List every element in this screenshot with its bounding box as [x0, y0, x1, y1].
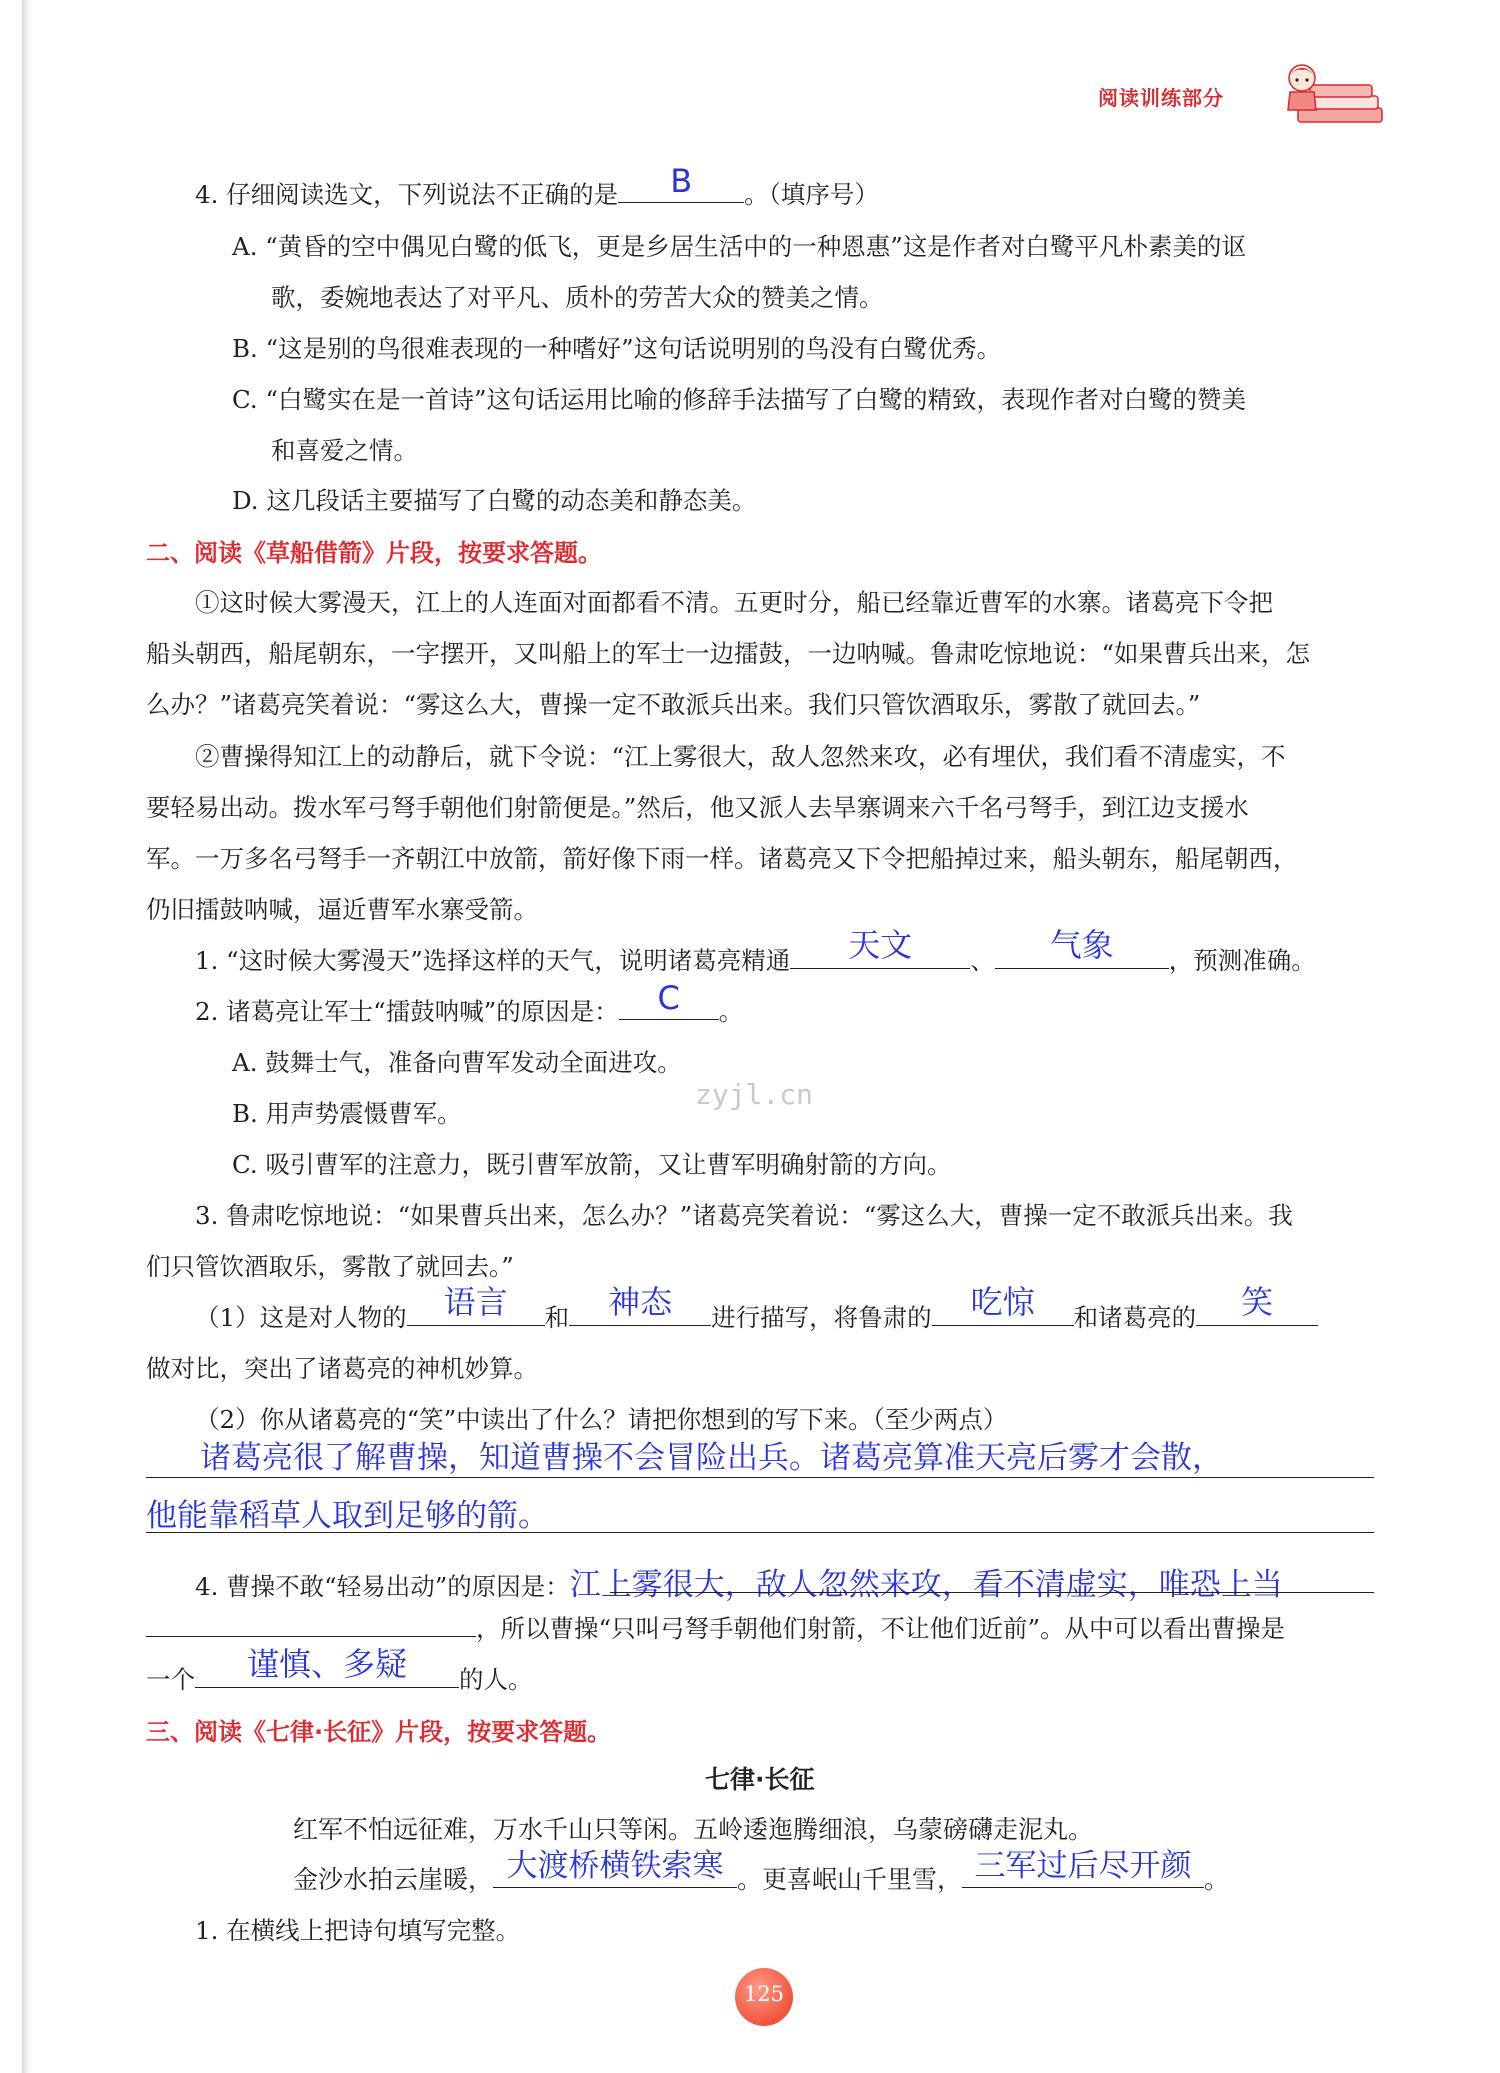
page-number: 125 [743, 1982, 785, 2006]
s2-q3a-blank1[interactable] [407, 1283, 545, 1326]
s2-q3a-and: 和 [544, 1303, 570, 1332]
reading-girl-books-icon [1272, 58, 1384, 130]
s2-q3b-rule2[interactable] [146, 1532, 1374, 1533]
s2-q3b-answer-line2: 他能靠稻草人取到足够的箭。 [146, 1498, 549, 1534]
s2-q3b-rule1[interactable] [146, 1477, 1374, 1478]
s2-q1-prefix: 1. “这时候大雾漫天”选择这样的天气，说明诸葛亮精通 [195, 946, 791, 975]
s2-q1-sep: 、 [970, 946, 995, 975]
s2-q2-line [195, 979, 744, 1028]
s2-q2-prefix: 2. 诸葛亮让军士“擂鼓呐喊”的原因是： [195, 997, 619, 1026]
section2-para2-line2: 要轻易出动。拨水军弓弩手朝他们射箭便是。”然后，他又派人去旱寨调来六千名弓弩手，到江边支援水 [146, 793, 1249, 822]
s2-q3-line1: 3. 鲁肃吃惊地说：“如果曹兵出来，怎么办？”诸葛亮笑着说：“雾这么大，曹操一定不敢派兵出来。我 [195, 1201, 1293, 1230]
s2-q3-line2: 们只管饮酒取乐，雾散了就回去。” [146, 1252, 514, 1281]
s3-q1: 1. 在横线上把诗句填写完整。 [195, 1916, 521, 1945]
s2-q3a-blank3[interactable] [932, 1283, 1074, 1326]
s2-q3a-mid: 进行描写，将鲁肃的 [711, 1303, 932, 1332]
s2-q2-blank[interactable] [619, 979, 719, 1020]
poem-blank1[interactable] [493, 1848, 737, 1888]
q4-option-a-line2: 歌，委婉地表达了对平凡、质朴的劳苦大众的赞美之情。 [271, 283, 884, 312]
s2-q4-end: 的人。 [459, 1665, 533, 1694]
poem-answer1: 大渡桥横铁索寒 [506, 1848, 724, 1884]
poem-line2-b: 。更喜岷山千里雪， [737, 1865, 963, 1894]
poem-line2-c: 。 [1204, 1865, 1230, 1894]
s2-q3a-mid2: 和诸葛亮的 [1073, 1303, 1197, 1332]
q4-option-d: D. 这几段话主要描写了白鹭的动态美和静态美。 [232, 486, 757, 515]
s2-q4-answer2: 谨慎、多疑 [246, 1645, 407, 1683]
poem-answer2: 三军过后尽开颜 [974, 1848, 1192, 1884]
poem-line2 [293, 1848, 1230, 1896]
q4-answer: B [670, 162, 693, 200]
q4-line [195, 162, 879, 211]
s2-q4-answer[interactable]: 江上雾很大，敌人忽然来攻，看不清虚实，唯恐上当 [569, 1567, 1283, 1603]
s2-q3a-blank4[interactable] [1196, 1283, 1318, 1326]
q4-option-c-line1: C. “白鹭实在是一首诗”这句话运用比喻的修辞手法描写了白鹭的精致，表现作者对白鹭的赞美 [232, 385, 1246, 414]
s2-q1-blank2[interactable] [995, 926, 1169, 969]
section2-para2-line1: ②曹操得知江上的动静后，就下令说：“江上雾很大，敌人忽然来攻，必有埋伏，我们看不清虚实，不 [195, 742, 1286, 771]
section2-para2-line3: 军。一万多名弓弩手一齐朝江中放箭，箭好像下雨一样。诸葛亮又下令把船掉过来，船头朝东，船尾朝西， [146, 844, 1298, 873]
header-label: 阅读训练部分 [1098, 86, 1224, 110]
s2-q1-suffix: ，预测准确。 [1168, 946, 1316, 975]
section2-para2-line4: 仍旧擂鼓呐喊，逼近曹军水寨受箭。 [146, 895, 538, 924]
q4-suffix: 。（填序号） [744, 180, 879, 209]
s2-q3a-answer4: 笑 [1241, 1283, 1274, 1321]
section2-para1-line3: 么办？”诸葛亮笑着说：“雾这么大，曹操一定不敢派兵出来。我们只管饮酒取乐，雾散了就回去。” [146, 690, 1201, 719]
book-spine-shadow [22, 0, 31, 2073]
poem-line1: 红军不怕远征难，万水千山只等闲。五岭逶迤腾细浪，乌蒙磅礴走泥丸。 [293, 1815, 1094, 1844]
s2-q2-option-a: A. 鼓舞士气，准备向曹军发动全面进攻。 [232, 1048, 682, 1077]
s2-q4-prefix: 4. 曹操不敢“轻易出动”的原因是： [195, 1572, 570, 1601]
s2-q2-option-b: B. 用声势震慑曹军。 [232, 1099, 462, 1128]
s2-q4-line1 [195, 1559, 1283, 1604]
section3-heading: 三、阅读《七律·长征》片段，按要求答题。 [146, 1718, 612, 1746]
s2-q1-answer2: 气象 [1049, 926, 1114, 964]
s2-q1-line [195, 926, 1316, 977]
s2-q4-mid: ，所以曹操“只叫弓弩手朝他们射箭，不让他们近前”。从中可以看出曹操是 [476, 1614, 1286, 1643]
q4-prompt: 4. 仔细阅读选文，下列说法不正确的是 [195, 180, 619, 209]
q4-option-a-line1: A. “黄昏的空中偶见白鹭的低飞，更是乡居生活中的一种恩惠”这是作者对白鹭平凡朴素美的讴 [232, 232, 1246, 261]
s2-q3a-answer2: 神态 [608, 1283, 673, 1321]
s2-q4-pre2: 一个 [146, 1665, 195, 1694]
section2-heading: 二、阅读《草船借箭》片段，按要求答题。 [146, 539, 602, 567]
poem-line2-a: 金沙水拍云崖暖， [293, 1865, 494, 1894]
s2-q2-answer: C [657, 979, 680, 1017]
s2-q3a-prefix: （1）这是对人物的 [195, 1303, 407, 1332]
s2-q3a-answer3: 吃惊 [970, 1283, 1035, 1321]
s2-q1-blank1[interactable] [790, 926, 970, 969]
s2-q4-rule-top [610, 1592, 1374, 1593]
q4-option-b: B. “这是别的鸟很难表现的一种嗜好”这句话说明别的鸟没有白鹭优秀。 [232, 334, 1002, 363]
s2-q2-option-c: C. 吸引曹军的注意力，既引曹军放箭，又让曹军明确射箭的方向。 [232, 1150, 952, 1179]
s2-q3a-line [195, 1283, 1318, 1334]
s2-q3b-prompt: （2）你从诸葛亮的“笑”中读出了什么？请把你想到的写下来。（至少两点） [195, 1405, 1008, 1434]
s2-q4-blank2[interactable] [195, 1645, 459, 1688]
section2-para1-line1: ①这时候大雾漫天，江上的人连面对面都看不清。五更时分，船已经靠近曹军的水寨。诸葛亮下令把 [195, 588, 1273, 617]
s2-q4-line3 [146, 1645, 533, 1696]
section2-para1-line2: 船头朝西，船尾朝东，一字摆开，又叫船上的军士一边擂鼓，一边呐喊。鲁肃吃惊地说：“如果曹兵出来，怎 [146, 639, 1311, 668]
s2-q2-suffix: 。 [718, 997, 744, 1026]
s2-q3a-end: 做对比，突出了诸葛亮的神机妙算。 [146, 1354, 538, 1383]
s2-q3a-answer1: 语言 [443, 1283, 508, 1321]
poem-blank2[interactable] [962, 1848, 1204, 1888]
s2-q1-answer1: 天文 [848, 926, 913, 964]
s2-q3a-blank2[interactable] [569, 1283, 711, 1326]
q4-answer-blank[interactable] [618, 162, 744, 203]
poem-title: 七律·长征 [705, 1765, 815, 1794]
s2-q4-blank-cont[interactable] [146, 1610, 476, 1637]
s2-q3b-answer-line1: 诸葛亮很了解曹操，知道曹操不会冒险出兵。诸葛亮算准天亮后雾才会散， [200, 1440, 1223, 1476]
watermark: zyjl.cn [695, 1078, 814, 1111]
q4-option-c-line2: 和喜爱之情。 [271, 436, 418, 465]
